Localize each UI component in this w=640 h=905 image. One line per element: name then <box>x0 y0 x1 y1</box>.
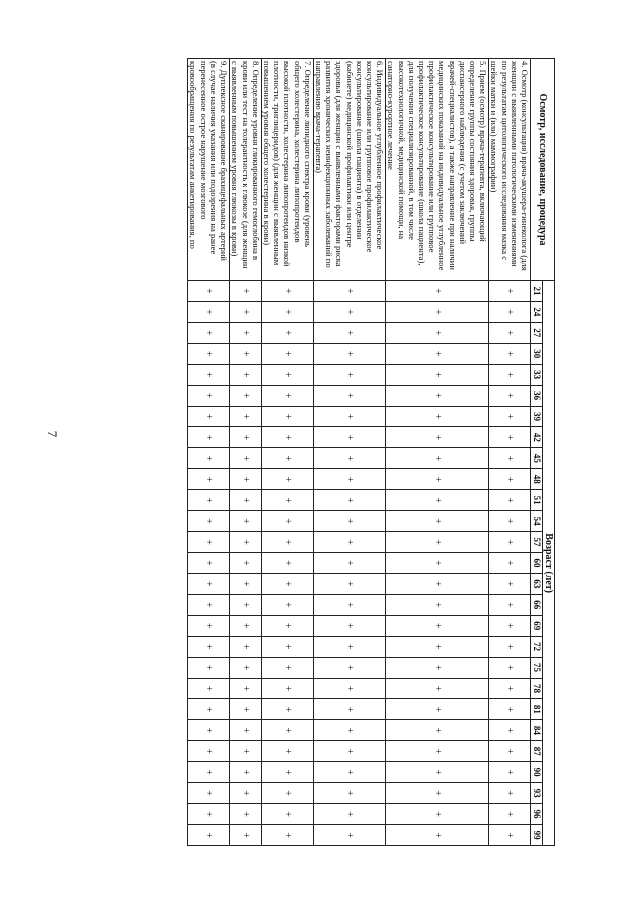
age-header-cell: 66 <box>531 594 543 615</box>
age-mark-cell: + <box>188 594 230 615</box>
age-mark-cell: + <box>489 678 531 699</box>
age-header-cell: 54 <box>531 511 543 532</box>
procedure-cell <box>230 59 262 281</box>
table-row <box>313 59 385 846</box>
age-mark-cell: + <box>230 364 262 385</box>
age-mark-cell: + <box>386 741 489 762</box>
age-header-cell: 39 <box>531 406 543 427</box>
age-mark-cell: + <box>386 678 489 699</box>
procedure-text-line: шейки матки и (или) маммографии) <box>489 61 500 193</box>
age-mark-cell: + <box>261 511 313 532</box>
age-mark-cell: + <box>489 615 531 636</box>
procedure-text-line: крови или тест на толерантность к глюкозе (для женщин <box>240 61 251 269</box>
procedure-text-line: 6. Индивидуальное углубленное профилактическое <box>375 61 386 250</box>
age-header-cell: 57 <box>531 532 543 553</box>
procedure-text-line: здоровья (для женщин с выявленными факторами риска <box>334 61 345 267</box>
age-header-cell: 72 <box>531 636 543 657</box>
age-mark-cell: + <box>313 741 385 762</box>
age-mark-cell: + <box>489 343 531 364</box>
age-mark-cell: + <box>188 322 230 343</box>
procedure-cell <box>489 59 531 281</box>
age-mark-cell: + <box>386 469 489 490</box>
age-mark-cell: + <box>313 573 385 594</box>
age-mark-cell: + <box>313 511 385 532</box>
age-header-cell: 51 <box>531 490 543 511</box>
procedure-text-line: (в случае наличия указания или подозрения на ранее <box>208 61 219 255</box>
procedure-text-line: женщин с выявленными патологическими изменениями <box>509 61 520 267</box>
procedure-text-line: 5. Прием (осмотр) врача-терапевта, включающий <box>478 61 489 242</box>
age-mark-cell: + <box>188 364 230 385</box>
age-mark-cell: + <box>386 406 489 427</box>
age-mark-cell: + <box>386 762 489 783</box>
age-mark-cell: + <box>489 301 531 322</box>
age-header-cell: 90 <box>531 762 543 783</box>
age-mark-cell: + <box>313 281 385 302</box>
age-mark-cell: + <box>313 322 385 343</box>
age-mark-cell: + <box>188 824 230 845</box>
procedure-text-line: 4. Осмотр (консультация) врача-акушера-гинеколога (для <box>520 61 530 271</box>
screening-table <box>187 58 555 846</box>
age-mark-cell: + <box>313 532 385 553</box>
age-mark-cell: + <box>489 364 531 385</box>
age-mark-cell: + <box>261 615 313 636</box>
age-mark-cell: + <box>188 720 230 741</box>
age-mark-cell: + <box>230 657 262 678</box>
age-mark-cell: + <box>188 281 230 302</box>
age-mark-cell: + <box>230 824 262 845</box>
age-mark-cell: + <box>230 720 262 741</box>
procedure-column-header: Осмотр, исследование, процедура <box>531 59 555 281</box>
age-mark-cell: + <box>313 615 385 636</box>
age-mark-cell: + <box>489 657 531 678</box>
procedure-text-line: для получения специализированной, в том числе <box>406 61 417 240</box>
age-header-cell: 48 <box>531 469 543 490</box>
age-mark-cell: + <box>188 552 230 573</box>
age-mark-cell: + <box>313 406 385 427</box>
age-mark-cell: + <box>261 281 313 302</box>
age-mark-cell: + <box>489 322 531 343</box>
age-mark-cell: + <box>313 552 385 573</box>
procedure-text-line: консультирование (школа пациента) в отделении <box>354 61 365 240</box>
age-mark-cell: + <box>188 406 230 427</box>
age-mark-cell: + <box>261 343 313 364</box>
age-mark-cell: + <box>489 762 531 783</box>
page-number: 7 <box>45 430 60 438</box>
age-mark-cell: + <box>386 532 489 553</box>
age-header-cell: 63 <box>531 573 543 594</box>
age-mark-cell: + <box>188 699 230 720</box>
age-mark-cell: + <box>230 615 262 636</box>
age-mark-cell: + <box>386 824 489 845</box>
age-header-cell: 24 <box>531 301 543 322</box>
age-mark-cell: + <box>386 552 489 573</box>
age-group-header: Возраст (лет) <box>543 281 555 846</box>
age-mark-cell: + <box>261 720 313 741</box>
age-mark-cell: + <box>230 281 262 302</box>
age-mark-cell: + <box>261 657 313 678</box>
age-mark-cell: + <box>386 615 489 636</box>
age-mark-cell: + <box>261 804 313 825</box>
age-mark-cell: + <box>230 490 262 511</box>
age-mark-cell: + <box>188 385 230 406</box>
procedure-text-line: высокотехнологичной, медицинской помощи, на <box>396 61 407 240</box>
age-mark-cell: + <box>386 657 489 678</box>
age-mark-cell: + <box>261 322 313 343</box>
age-header-cell: 96 <box>531 804 543 825</box>
age-mark-cell: + <box>230 511 262 532</box>
age-mark-cell: + <box>230 636 262 657</box>
table-row <box>230 59 262 846</box>
age-mark-cell: + <box>261 532 313 553</box>
age-mark-cell: + <box>230 741 262 762</box>
age-mark-cell: + <box>386 322 489 343</box>
procedure-text-line: повышением уровня общего холестерина в крови) <box>261 61 272 246</box>
procedure-cell <box>188 59 230 281</box>
age-mark-cell: + <box>230 385 262 406</box>
age-mark-cell: + <box>386 636 489 657</box>
procedure-text-line: общего холестерина, холестерина липопротеидов <box>292 61 303 243</box>
age-mark-cell: + <box>386 301 489 322</box>
age-mark-cell: + <box>230 469 262 490</box>
age-mark-cell: + <box>386 699 489 720</box>
age-mark-cell: + <box>230 406 262 427</box>
age-mark-cell: + <box>489 699 531 720</box>
age-mark-cell: + <box>261 699 313 720</box>
procedure-text-line: перенесенное острое нарушение мозгового <box>198 61 209 220</box>
age-mark-cell: + <box>230 552 262 573</box>
age-mark-cell: + <box>489 448 531 469</box>
age-mark-cell: + <box>313 636 385 657</box>
age-mark-cell: + <box>489 281 531 302</box>
age-mark-cell: + <box>230 699 262 720</box>
procedure-text-line: профилактическое консультирование или групповое <box>427 61 438 253</box>
age-header-cell: 27 <box>531 322 543 343</box>
age-header-cell: 99 <box>531 824 543 845</box>
age-mark-cell: + <box>188 427 230 448</box>
age-mark-cell: + <box>313 678 385 699</box>
document-rotated-area <box>80 58 555 845</box>
age-mark-cell: + <box>188 657 230 678</box>
table-row <box>386 59 489 846</box>
age-mark-cell: + <box>261 824 313 845</box>
age-mark-cell: + <box>489 385 531 406</box>
age-mark-cell: + <box>261 490 313 511</box>
age-mark-cell: + <box>188 615 230 636</box>
age-mark-cell: + <box>261 552 313 573</box>
age-mark-cell: + <box>313 427 385 448</box>
age-mark-cell: + <box>261 406 313 427</box>
procedure-text-line: 9. Дуплексное сканирование брахицефальных артерий <box>219 61 230 262</box>
procedure-cell <box>386 59 489 281</box>
procedure-cell <box>261 59 313 281</box>
procedure-text-line: кровообращения по результатам анкетирования, по <box>188 61 199 249</box>
procedure-text-line: определение группы состояния здоровья, группы <box>467 61 478 242</box>
age-mark-cell: + <box>261 301 313 322</box>
age-mark-cell: + <box>230 448 262 469</box>
age-header-cell: 21 <box>531 281 543 302</box>
age-mark-cell: + <box>188 469 230 490</box>
age-mark-cell: + <box>313 469 385 490</box>
age-mark-cell: + <box>188 573 230 594</box>
age-mark-cell: + <box>313 364 385 385</box>
age-mark-cell: + <box>188 783 230 804</box>
age-mark-cell: + <box>230 343 262 364</box>
age-mark-cell: + <box>489 824 531 845</box>
age-header-cell: 60 <box>531 552 543 573</box>
procedure-text-line: диспансерного наблюдения (с учетом заключений <box>457 61 468 245</box>
age-mark-cell: + <box>313 783 385 804</box>
age-mark-cell: + <box>313 385 385 406</box>
procedure-text-line: направлению врача-терапевта) <box>313 61 324 174</box>
age-mark-cell: + <box>489 573 531 594</box>
age-mark-cell: + <box>313 824 385 845</box>
procedure-text-line: врачей-специалистов), а также направление при наличии <box>447 61 458 270</box>
age-mark-cell: + <box>489 720 531 741</box>
age-mark-cell: + <box>230 762 262 783</box>
age-mark-cell: + <box>313 720 385 741</box>
age-mark-cell: + <box>313 657 385 678</box>
age-mark-cell: + <box>489 783 531 804</box>
age-mark-cell: + <box>188 448 230 469</box>
age-mark-cell: + <box>386 804 489 825</box>
age-mark-cell: + <box>261 762 313 783</box>
age-mark-cell: + <box>386 783 489 804</box>
age-mark-cell: + <box>386 511 489 532</box>
age-mark-cell: + <box>188 343 230 364</box>
age-mark-cell: + <box>313 301 385 322</box>
procedure-text-line: 7. Определение липидного спектра крови (уровень <box>302 61 313 248</box>
age-mark-cell: + <box>261 594 313 615</box>
age-mark-cell: + <box>230 783 262 804</box>
age-mark-cell: + <box>386 490 489 511</box>
age-mark-cell: + <box>489 427 531 448</box>
age-mark-cell: + <box>230 532 262 553</box>
age-mark-cell: + <box>261 678 313 699</box>
age-mark-cell: + <box>261 469 313 490</box>
age-mark-cell: + <box>261 783 313 804</box>
age-mark-cell: + <box>386 343 489 364</box>
age-mark-cell: + <box>230 322 262 343</box>
procedure-text-line: развития хронических неинфекционных заболеваний по <box>324 61 335 268</box>
procedure-text-line: медицинских показаний на индивидуальное углубленное <box>437 61 448 271</box>
procedure-text-line: (кабинете) медицинской профилактики или центре <box>344 61 355 248</box>
age-header-cell: 45 <box>531 448 543 469</box>
age-mark-cell: + <box>261 385 313 406</box>
age-mark-cell: + <box>188 741 230 762</box>
age-mark-cell: + <box>188 804 230 825</box>
age-mark-cell: + <box>313 762 385 783</box>
age-header-cell: 78 <box>531 678 543 699</box>
age-mark-cell: + <box>188 678 230 699</box>
age-mark-cell: + <box>489 741 531 762</box>
age-mark-cell: + <box>261 636 313 657</box>
procedure-text-line: с выявленным повышением уровня глюкозы в крови) <box>230 61 241 257</box>
age-mark-cell: + <box>230 594 262 615</box>
screening-table-container <box>80 58 555 845</box>
age-mark-cell: + <box>188 490 230 511</box>
age-header-cell: 93 <box>531 783 543 804</box>
age-mark-cell: + <box>188 301 230 322</box>
age-mark-cell: + <box>489 490 531 511</box>
table-row <box>261 59 313 846</box>
table-row <box>188 59 230 846</box>
age-mark-cell: + <box>386 720 489 741</box>
age-mark-cell: + <box>489 804 531 825</box>
age-mark-cell: + <box>489 469 531 490</box>
procedure-text-line: высокой плотности, холестерина липопротеидов низкой <box>282 61 293 267</box>
age-mark-cell: + <box>386 364 489 385</box>
age-header-cell: 81 <box>531 699 543 720</box>
age-mark-cell: + <box>313 804 385 825</box>
age-header-cell: 87 <box>531 741 543 762</box>
table-row <box>489 59 531 846</box>
procedure-text-line: плотности, триглицеридов) (для женщин с выявленным <box>272 61 283 266</box>
age-mark-cell: + <box>188 511 230 532</box>
age-header-cell: 69 <box>531 615 543 636</box>
age-mark-cell: + <box>261 427 313 448</box>
age-header-cell: 42 <box>531 427 543 448</box>
age-mark-cell: + <box>489 594 531 615</box>
age-header-cell: 84 <box>531 720 543 741</box>
age-header-cell: 36 <box>531 385 543 406</box>
age-mark-cell: + <box>230 427 262 448</box>
age-mark-cell: + <box>386 427 489 448</box>
age-mark-cell: + <box>261 364 313 385</box>
age-mark-cell: + <box>386 448 489 469</box>
procedure-cell <box>313 59 385 281</box>
age-mark-cell: + <box>489 511 531 532</box>
age-mark-cell: + <box>313 343 385 364</box>
procedure-text-line: санаторно-курортное лечение <box>386 61 397 170</box>
age-mark-cell: + <box>489 636 531 657</box>
procedure-text-line: 8. Определение уровня гликированного гемоглобина в <box>250 61 261 261</box>
age-header-cell: 33 <box>531 364 543 385</box>
age-mark-cell: + <box>261 573 313 594</box>
age-mark-cell: + <box>386 573 489 594</box>
age-mark-cell: + <box>313 699 385 720</box>
age-mark-cell: + <box>230 301 262 322</box>
age-header-cell: 75 <box>531 657 543 678</box>
procedure-text-line: консультирование или групповое профилактическое <box>364 61 375 253</box>
age-mark-cell: + <box>313 490 385 511</box>
age-mark-cell: + <box>386 594 489 615</box>
age-mark-cell: + <box>489 552 531 573</box>
age-mark-cell: + <box>188 532 230 553</box>
procedure-text-line: профилактическое консультирование (школа пациента), <box>416 61 427 266</box>
age-header-cell: 30 <box>531 343 543 364</box>
age-mark-cell: + <box>313 594 385 615</box>
table-header-row-1 <box>543 59 555 846</box>
age-mark-cell: + <box>313 448 385 469</box>
age-mark-cell: + <box>489 406 531 427</box>
age-mark-cell: + <box>230 804 262 825</box>
age-mark-cell: + <box>489 532 531 553</box>
age-mark-cell: + <box>188 636 230 657</box>
age-mark-cell: + <box>386 281 489 302</box>
age-mark-cell: + <box>230 573 262 594</box>
age-mark-cell: + <box>261 448 313 469</box>
age-mark-cell: + <box>188 762 230 783</box>
age-mark-cell: + <box>230 678 262 699</box>
procedure-text-line: по результатам цитологического исследования мазка с <box>499 61 510 261</box>
age-mark-cell: + <box>386 385 489 406</box>
age-mark-cell: + <box>261 741 313 762</box>
